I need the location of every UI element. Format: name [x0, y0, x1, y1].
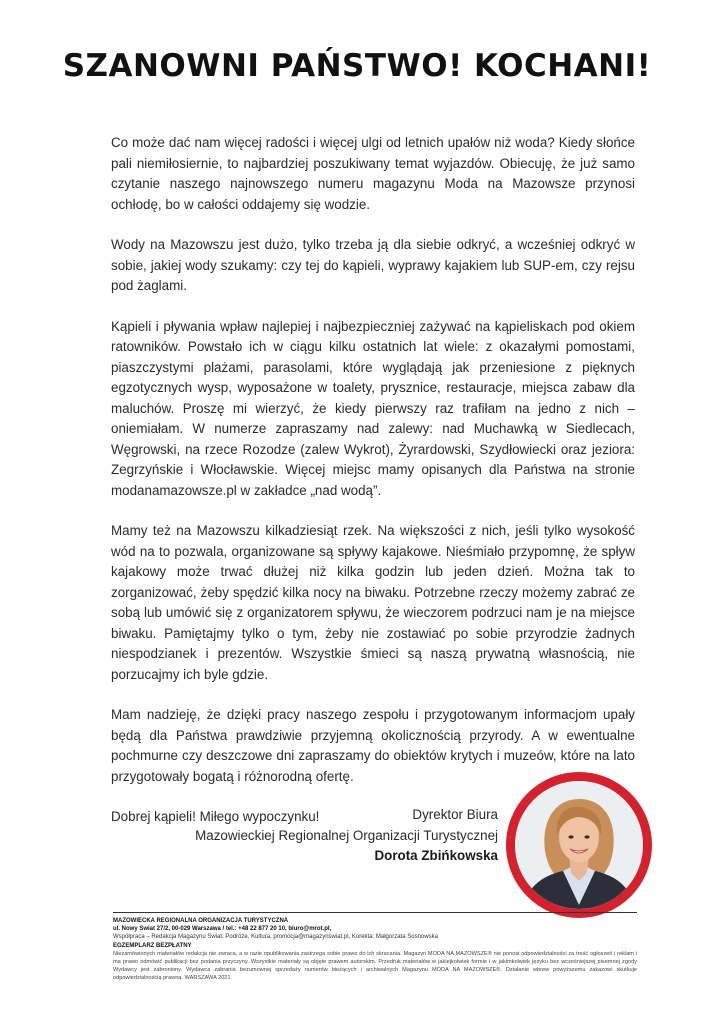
signature-block	[195, 805, 498, 867]
signature-name: Dorota Zbińkowska	[374, 848, 498, 863]
footer-legal-note: Niezamówionych materiałów redakcja nie zwraca, a w razie opublikowania zastrzega sobie prawo do ich skracania. Magazyn MODA NA MAZOWSZE® nie ponosi odpowiedzialności za treść ogłoszeń i reklam i ma prawo odmówić publikacji bez podania przyczyny. Wszystkie materiały są objęte prawem autorskim. Przedruk materiałów w jakiejkolwiek formie i w jakimkolwiek języku bez wcześniejszej pisemnej zgody Wydawcy jest zabroniony. Wydawca zabrania bezumownej sprzedaży numerów bieżących i archiwalnych Magazynu MODA NA MAZOWSZE®. Działanie wbrew powyższemu zakazowi skutkuje odpowiedzialnością prawną. WARSZAWA 2021	[113, 950, 637, 981]
letter-body	[111, 133, 635, 848]
footer-address: ul. Nowy Świat 27/2, 00-029 Warszawa / tel.: +48 22 877 20 10, biuro@mrot.pl,	[113, 926, 332, 933]
author-portrait	[506, 772, 652, 918]
signature-organization: Mazowieckiej Regionalnej Organizacji Turystycznej	[195, 827, 498, 843]
footer-org: MAZOWIECKA REGIONALNA ORGANIZACJA TURYSTYCZNA	[113, 918, 289, 924]
signature-role: Dyrektor Biura	[412, 807, 498, 822]
footer-cooperation: Współpraca – Redakcja Magazynu Świat, Podróże, Kultura, promocja@magazynswiat.pl, Korekta: Małgorzata Sosnowska	[113, 934, 438, 941]
page-title: SZANOWNI PAŃSTWO! KOCHANI!	[62, 48, 652, 84]
paragraph: Kąpieli i pływania wpław najlepiej i najbezpieczniej zażywać na kąpieliskach pod okiem ratowników. Powstało ich w ciągu kilku ostatnich lat wiele: z okazałymi pomostami, piaszczystymi plażami, parasolami, które wyglądają jak przeniesione z pięknych egzotycznych wysp, wyposażone w toalety, prysznice, restauracje, miejsca zabaw dla maluchów. Proszę mi wierzyć, że kiedy pierwszy raz trafiłam na jedno z nich – oniemiałam. W numerze zapraszamy nad zalewy: nad Muchawką w Siedlecach, Węgrowski, na rzece Rozodze (zalew Wykrot), Żyrardowski, Szydłowiecki oraz jeziora: Zegrzyńskie i Włocławskie. Więcej miejsc mamy opisanych dla Państwa na stronie modanamazowsze.pl w zakładce „nad wodą”.	[111, 318, 635, 498]
portrait-illustration	[515, 781, 643, 909]
footer-imprint	[113, 912, 637, 982]
footer-free-copy: EGZEMPLARZ BEZPŁATNY	[113, 942, 192, 949]
paragraph: Mam nadzieję, że dzięki pracy naszego zespołu i przygotowanym informacjom upały będą dla Państwa prawdziwie przyjemną okolicznością przyrody. A w ewentualne pochmurne czy deszczowe dni zapraszamy do obiektów krytych i muzeów, które na lato przygotowały bogatą i różnorodną ofertę.	[111, 707, 635, 784]
paragraph: Wody na Mazowszu jest dużo, tylko trzeba ją dla siebie odkryć, a wcześniej odkryć w sobie, jakiej wody szukamy: czy tej do kąpieli, wyprawy kajakiem lub SUP-em, czy rejsu pod żaglami.	[111, 237, 635, 293]
paragraph: Mamy też na Mazowszu kilkadziesiąt rzek. Na większości z nich, jeśli tylko wysokość wód na to pozwala, organizowane są spływy kajakowe. Nieśmiało przypomnę, że spływ kajakowy może trwać dłużej niż kilka godzin lub jeden dzień. Można tak to zorganizować, żeby spędzić kilka nocy na biwaku. Potrzebne rzeczy możemy zabrać ze sobą lub umówić się z organizatorem spływu, że wieczorem podrzuci nam je na miejsce biwaku. Pamiętajmy tylko o tym, żeby nie zostawiać po sobie przyrodzie żadnych niespodzianek i prezentów. Wszystkie śmieci są naszą prywatną własnością, nie porzucajmy ich byle gdzie.	[111, 523, 635, 682]
closing-line: Dobrej kąpieli! Miłego wypoczynku!	[111, 809, 320, 824]
paragraph: Co może dać nam więcej radości i więcej ulgi od letnich upałów niż woda? Kiedy słońce pali niemiłosiernie, to najbardziej poszukiwany temat wyjazdów. Obiecuję, że już samo czytanie naszego najnowszego numeru magazynu Moda na Mazowsze przynosi ochłodę, bo w całości oddajemy się wodzie.	[111, 135, 635, 212]
